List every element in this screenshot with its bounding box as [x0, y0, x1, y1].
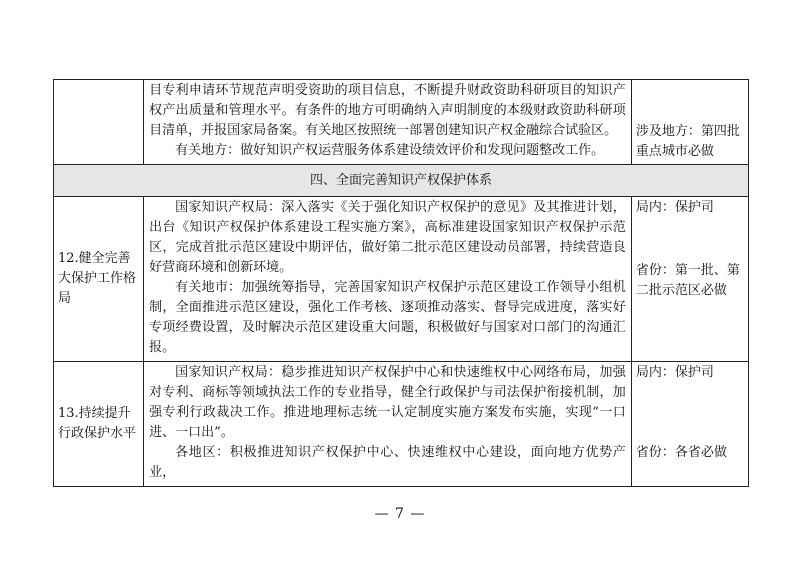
- responsible-cell: [631, 362, 748, 487]
- task-content-cell: [144, 80, 632, 165]
- work-plan-table: [53, 79, 749, 487]
- table-row: [54, 197, 749, 362]
- responsible-note: 省份：第一批、第二批示范区必做: [635, 263, 740, 298]
- table-row: [54, 80, 749, 165]
- responsible-note: 局内：保护司: [635, 200, 714, 215]
- content-paragraph: 目专利申请环节规范声明受资助的项目信息，不断提升财政资助科研项目的知识产权产出质量和管理水平。有条件的地方可明确纳入声明制度的本级财政资助科研项目清单，并报国家局备案。有关地区按照统一部署创建知识产权金融综合试验区。: [149, 83, 626, 138]
- task-name-cell: [54, 80, 144, 165]
- task-content-cell: [144, 362, 632, 487]
- responsible-cell: [631, 80, 748, 165]
- task-name-cell: 13.持续提升行政保护水平: [54, 362, 144, 487]
- content-paragraph: 各地区：积极推进知识产权保护中心、快速维权中心建设，面向地方优势产业，: [149, 445, 626, 480]
- content-paragraph: 国家知识产权局：稳步推进知识产权保护中心和快速维权中心网络布局，加强对专利、商标等领域执法工作的专业指导，健全行政保护与司法保护衔接机制，加强专利行政裁决工作。推进地理标志统一认定制度实施方案发布实施，实现“一口进、一口出”。: [149, 365, 626, 440]
- task-content-cell: [144, 197, 632, 362]
- responsible-note: 涉及地方：第四批重点城市必做: [635, 124, 740, 159]
- page-number: — 7 —: [374, 506, 426, 522]
- responsible-cell: [631, 197, 748, 362]
- task-name-cell: 12.健全完善大保护工作格局: [54, 197, 144, 362]
- content-paragraph: 国家知识产权局：深入落实《关于强化知识产权保护的意见》及其推进计划，出台《知识产权保护体系建设工程实施方案》，高标准建设国家知识产权保护示范区，完成首批示范区建设中期评估，做好第二批示范区建设动员部署，持续营造良好营商环境和创新环境。: [149, 200, 626, 275]
- content-paragraph: 有关地市：加强统筹指导，完善国家知识产权保护示范区建设工作领导小组机制，全面推进示范区建设，强化工作考核、逐项推动落实、督导完成进度，落实好专项经费设置，及时解决示范区建设重大问题，积极做好与国家对口部门的沟通汇报。: [149, 280, 626, 355]
- section-title: 四、全面完善知识产权保护体系: [54, 165, 749, 197]
- responsible-note: 省份：各省必做: [635, 445, 727, 460]
- table-row: [54, 362, 749, 487]
- content-paragraph: 有关地方：做好知识产权运营服务体系建设绩效评价和发现问题整改工作。: [175, 143, 605, 158]
- responsible-note: 局内：保护司: [635, 365, 714, 380]
- section-row: [54, 165, 749, 197]
